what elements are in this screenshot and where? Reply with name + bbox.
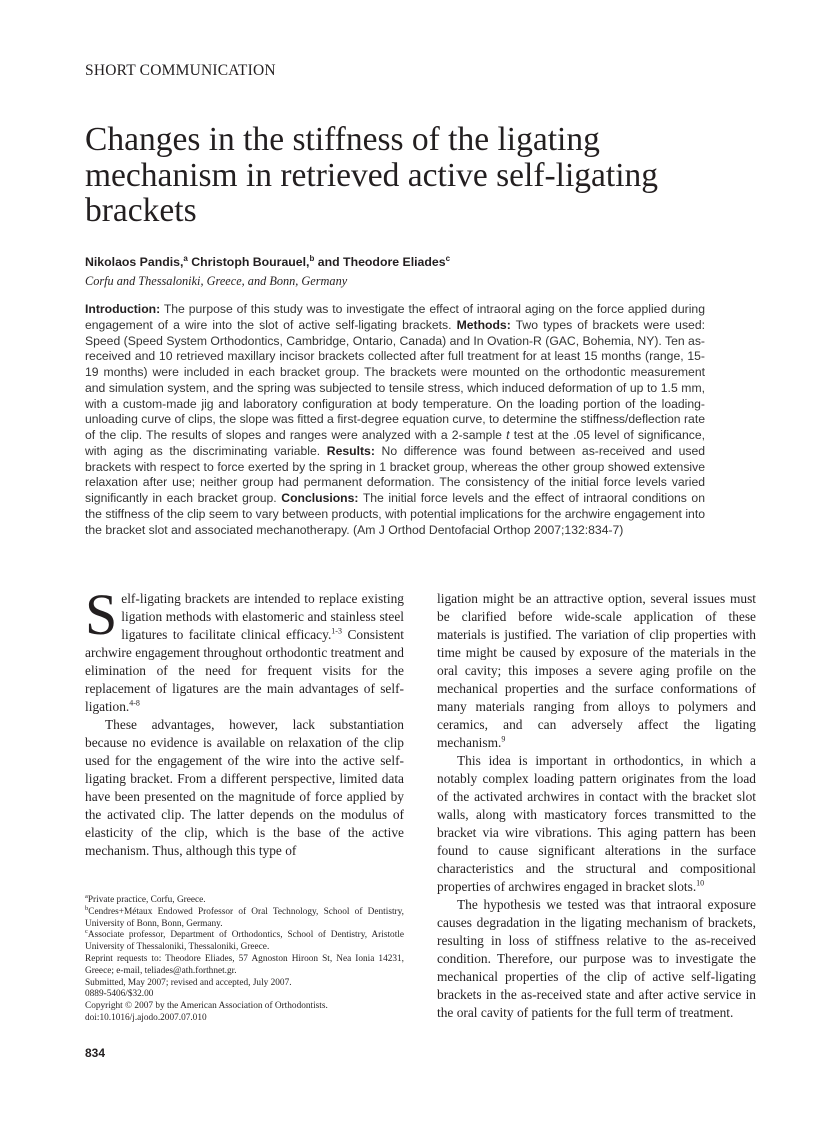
abstract-results-text: No difference was found between as-received and used brackets with respect to force exerted by the spring in 1 bracket group, whereas the other group showed extensive relaxation after use; neither group had permanent deformation. The consistency of the initial force levels varied significantly in each bracket group. [85,443,705,505]
footnote-text: Private practice, Corfu, Greece. [87,895,206,905]
abstract-conclusions-label: Conclusions: [281,491,359,505]
paragraph-text: Consistent archwire engagement throughout orthodontic treatment and elimination of the need for frequent visits for the replacement of ligatures are the main advantages of self-ligation. [85,627,404,714]
footnote-a [85,892,404,907]
body-column-left [85,582,404,860]
section-label: SHORT COMMUNICATION [85,62,276,79]
footnotes [85,892,404,1025]
abstract-methods-text-cont: test at the .05 level of significance, with aging as the discriminating variable. [85,428,705,458]
abstract-intro-label: Introduction: [85,302,161,316]
abstract-t-symbol: t [506,428,510,442]
body-column-right [437,590,756,1022]
footnote-text: Associate professor, Department of Orthodontics, School of Dentistry, Aristotle University of Thessaloniki, Thessaloniki, Greece. [85,930,404,953]
reprint-requests: Reprint requests to: Theodore Eliades, 57 Agnoston Hiroon St, Nea Ionia 14231, Greece; e-mail, teliades@ath.forthnet.gr. [85,953,404,976]
submission-dates: Submitted, May 2007; revised and accepted, July 2007. [85,977,292,988]
footnote-b [85,904,404,931]
body-paragraph [85,582,404,716]
abstract-conclusions-text: The initial force levels and the effect of intraoral conditions on the stiffness of the clip seem to vary between products, with potential implications for the archwire engagement into the bracket slot and associated mechanotherapy. (Am J Orthod Dentofacial Orthop 2007;132:834-7) [85,491,705,537]
footnote-marker: b [85,904,89,912]
body-paragraph: These advantages, however, lack substantiation because no evidence is available on relaxation of the clip used for the engagement of the wire into the active self-ligating bracket. From a different perspective, limited data have been presented on the magnitude of force applied by the activated clip. The latter depends on the modulus of elasticity of the clip, which is the base of the active mechanism. Thus, although this type of [85,717,404,858]
copyright-notice: Copyright © 2007 by the American Association of Orthodontists. [85,1001,328,1012]
paragraph-text: This idea is important in orthodontics, in which a notably complex loading pattern originates from the load of the activated archwires in contact with the bracket slot walls, along with masticatory forces transmitted to the bracket via wire vibrations. This aging pattern has been found to cause significant alterations in the surface characteristics and the structural and compositional properties of archwires engaged in bracket slots. [437,753,756,894]
abstract-methods-label: Methods: [456,317,511,332]
author-name: Christoph Bourauel, [187,255,310,270]
author-name: Nikolaos Pandis, [85,255,184,270]
page-number: 834 [85,1046,106,1060]
author-affiliation-marker: a [183,254,188,263]
author-affiliation-marker: c [445,254,451,263]
footnote-marker: a [85,892,88,900]
author-list [85,254,450,269]
citation: 1-3 [331,626,342,636]
footnote-c [85,930,404,954]
abstract-methods-text: Two types of brackets were used: Speed (Speed System Orthodontics, Cambridge, Ontario, Canada) and In Ovation-R (GAC, Bohemia, NY). Ten as-received and 10 retrieved maxillary incisor brackets collected after full treatment for at least 15 months (range, 15-19 months) were included in each bracket group. The brackets were mounted on the orthodontic measurement and simulation system, and the spring was subjected to tensile stress, which induced deformation of up to 1.5 mm, with a custom-made jig and laboratory configuration at body temperature. On the loading portion of the loading-unloading curve of clips, the slope was fitted a first-degree equation curve, to determine the stiffness/deflection rate of the clip. The results of slopes and ranges were analyzed with a 2-sample [85,317,705,442]
body-paragraph [437,752,756,896]
citation: 4-8 [129,698,140,708]
abstract [85,302,705,538]
author-affiliation-marker: b [309,254,315,263]
article-title: Changes in the stiffness of the ligating mechanism in retrieved active self-ligating brackets [85,121,659,229]
doi-link[interactable]: doi:10.1016/j.ajodo.2007.07.010 [85,1012,207,1023]
body-paragraph [437,590,756,752]
citation: 10 [696,878,705,888]
footnote-marker: c [85,928,88,936]
issn-price: 0889-5406/$32.00 [85,989,154,1000]
citation: 9 [501,734,506,744]
body-paragraph: The hypothesis we tested was that intraoral exposure causes degradation in the ligating mechanism of brackets, resulting in loss of stiffness relative to the as-received condition. Therefore, our purpose was to investigate the mechanical properties of the clip of active self-ligating brackets in the as-received state and after active service in the oral cavity of patients for the full term of treatment. [437,897,756,1020]
author-name: and Theodore Eliades [314,255,446,270]
footnote-text: Cendres+Métaux Endowed Professor of Oral Technology, School of Dentistry, University of Bonn, Bonn, Germany. [85,906,404,929]
paragraph-text: ligation might be an attractive option, several issues must be clarified before wide-scale application of these materials is justified. The variation of clip properties with time might be caused by exposure of the materials in the oral cavity; this imposes a severe aging profile on the mechanical properties and the surface conformations of many materials ranging from alloys to polymers and ceramics, and can adversely affect the ligating mechanism. [437,591,756,750]
author-location: Corfu and Thessaloniki, Greece, and Bonn, Germany [85,274,348,288]
abstract-results-label: Results: [326,443,375,458]
paragraph-text: elf-ligating brackets are intended to replace existing ligation methods with elastomeric and stainless steel ligatures to facilitate clinical efficacy. [121,591,404,642]
abstract-intro-text: The purpose of this study was to investigate the effect of intraoral aging on the force applied during engagement of a wire into the slot of active self-ligating brackets. [85,302,705,332]
drop-cap: S [85,582,118,647]
